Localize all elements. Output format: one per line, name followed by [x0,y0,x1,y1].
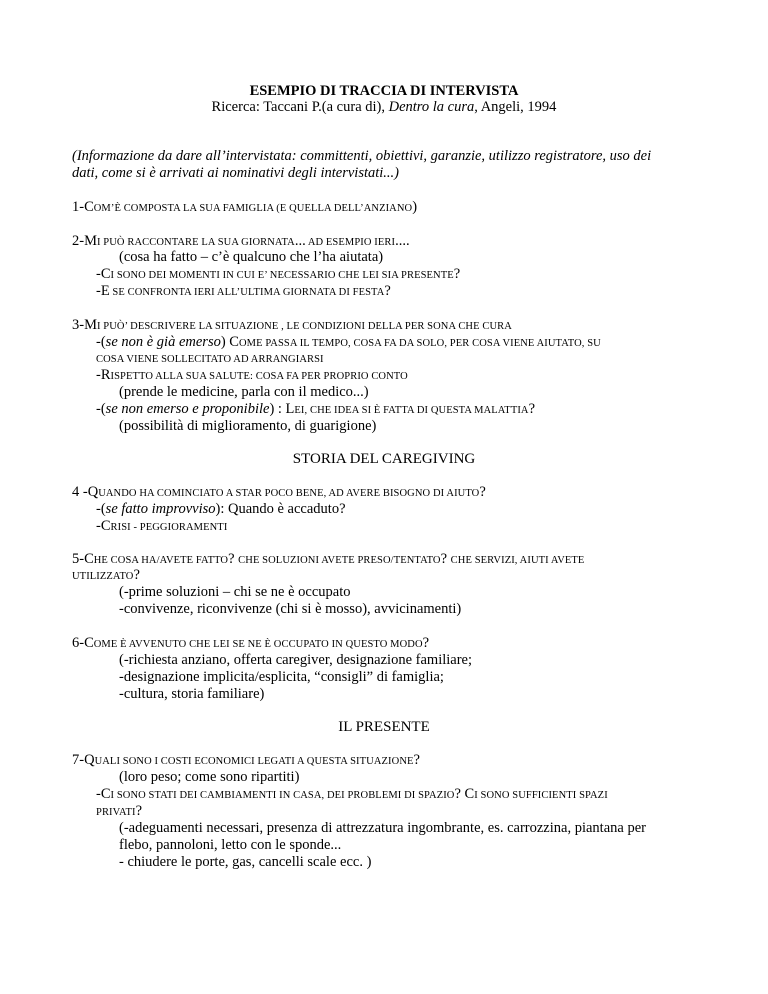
q3-sub-1 [96,334,601,352]
question-1 [72,199,417,217]
q3-sub2-cap: -R [96,367,111,383]
q5-text-b: CHE SOLUZIONI AVETE PRESO/TENTATO [238,555,441,566]
q2-end: .... [395,233,410,249]
q7-note-4: - chiudere le porte, gas, cancelli scale ecc. ) [119,854,372,870]
q2-sub-2 [96,283,391,301]
q6-end: ? [422,635,430,651]
subtitle-book-title: Dentro la cura [388,99,475,115]
q2-text-a: I PUÒ RACCONTARE LA SUA GIORNATA [96,237,295,248]
q3-sub3-italic: se non emerso e proponibile [105,401,270,417]
q6-note-2: -designazione implicita/esplicita, “consigli” di famiglia; [119,669,444,685]
q2-sub2-end: ? [384,283,391,299]
q3-sub-2 [96,367,408,385]
q5-mark-2: ? [440,551,451,567]
q4-text: UANDO HA COMINCIATO A STAR POCO BENE, AD AVERE BISOGNO DI AIUTO [98,488,480,499]
q6-text: OME È AVVENUTO CHE LEI SE NE È OCCUPATO IN QUESTO MODO [93,639,423,650]
intro-line-1: (Informazione da dare all’intervistata: committenti, obiettivi, garanzie, utilizzo registratore, uso dei [72,148,652,164]
q2-dots: ... [294,233,306,249]
q5-text-c: CHE SERVIZI, AIUTI AVETE [450,555,585,566]
q7-note-2: (-adeguamenti necessari, presenza di attrezzatura ingombrante, es. carrozzina, piantana per [119,820,646,836]
q3-sub1-text: OME PASSA IL TEMPO, COSA FA DA SOLO, PER COSA VIENE AIUTATO, SU [238,338,601,349]
q7-note-1: (loro peso; come sono ripartiti) [119,769,300,785]
q4-sub1-pre: -( [96,501,106,517]
q3-sub1-pre: -( [96,334,106,350]
intro-line-2: dati, come si è arrivati ai nominativi degli intervistati...) [72,165,400,181]
question-5 [72,551,584,569]
q1-end: ) [412,199,418,215]
q2-cap: 2-M [72,233,97,249]
q4-sub-1 [96,501,346,518]
q4-sub-2 [96,518,227,536]
q3-sub1-post: ) C [220,334,239,350]
q3-cap: 3-M [72,317,97,333]
q3-note-1: (prende le medicine, parla con il medico...) [119,384,369,400]
q5-text-d: UTILIZZATO [72,571,134,582]
q1-cap: 1-C [72,199,94,215]
question-6 [72,635,429,653]
q1-text: OM’È COMPOSTA LA SUA FAMIGLIA (E QUELLA DELL’ANZIANO [93,203,413,214]
section-heading-presente: IL PRESENTE [338,719,430,735]
q3-sub3-end: ? [528,401,536,417]
q2-sub1-cap: -C [96,266,111,282]
q2-sub-1 [96,266,460,284]
q5-end: ? [133,567,140,583]
q7-text: UALI SONO I COSTI ECONOMICI LEGATI A QUESTA SITUAZIONE [94,756,414,767]
q7-sub1b-end: ? [135,803,143,819]
q3-text: I PUÒ’ DESCRIVERE LA SITUAZIONE , LE CONDIZIONI DELLA PER SONA CHE CURA [96,321,512,332]
q3-sub-3 [96,401,535,419]
q6-note-3: -cultura, storia familiare) [119,686,265,702]
q5-text-a: HE COSA HA/AVETE FATTO [93,555,229,566]
q7-end: ? [413,752,420,768]
document-subtitle [0,99,768,116]
q3-sub3-post: ) : L [269,401,295,417]
q6-note-1: (-richiesta anziano, offerta caregiver, designazione familiare; [119,652,473,668]
q2-text-b: AD ESEMPIO IERI [305,237,396,248]
q4-sub2-text: RISI - PEGGIORAMENTI [110,522,228,533]
q6-cap: 6-C [72,635,94,651]
question-4 [72,484,486,502]
q2-sub1-end: ? [453,266,461,282]
q4-end: ? [479,484,486,500]
q2-sub2-cap: -E [96,283,110,299]
q3-sub-1-continued: COSA VIENE SOLLECITATO AD ARRANGIARSI [96,354,324,365]
question-5-continued [72,567,140,585]
q4-sub2-cap: -C [96,518,111,534]
subtitle-suffix: , Angeli, 1994 [474,99,557,115]
q5-mark-1: ? [228,551,239,567]
q7-cap: 7-Q [72,752,95,768]
section-heading-storia: STORIA DEL CAREGIVING [292,451,476,467]
q7-sub1b-text: PRIVATI [96,807,136,818]
q5-note-1: (-prime soluzioni – chi se ne è occupato [119,584,351,600]
q7-sub-1-continued [96,803,142,821]
q3-note-2: (possibilità di miglioramento, di guarigione) [119,418,377,434]
q2-note: (cosa ha fatto – c’è qualcuno che l’ha aiutata) [119,249,384,265]
q7-sub-1 [96,786,608,804]
q4-sub1-post: ): Quando è accaduto? [215,501,346,517]
q7-note-3: flebo, pannoloni, letto con le sponde... [119,837,342,853]
question-7 [72,752,420,770]
q2-sub1-text: I SONO DEI MOMENTI IN CUI E’ NECESSARIO CHE LEI SIA PRESENTE [110,270,454,281]
q5-cap: 5-C [72,551,94,567]
q3-sub1-italic: se non è già emerso [105,334,221,350]
q3-sub3-text: EI, CHE IDEA SI È FATTA DI QUESTA MALATTIA [294,405,529,416]
q3-sub3-pre: -( [96,401,106,417]
q4-cap: 4 -Q [72,484,99,500]
q3-sub2-text: ISPETTO ALLA SUA SALUTE: COSA FA PER PROPRIO CONTO [110,371,408,382]
q5-note-2: -convivenze, riconvivenze (chi si è mosso), avvicinamenti) [119,601,462,617]
subtitle-prefix: Ricerca: Taccani P.(a cura di), [211,99,389,115]
q7-sub1-text-b: I SONO SUFFICIENTI SPAZI [474,790,608,801]
q7-sub1-cap: -C [96,786,111,802]
q7-sub1-mark: ? C [454,786,475,802]
q2-sub2-text: SE CONFRONTA IERI ALL’ULTIMA GIORNATA DI FESTA [109,287,385,298]
document-title: ESEMPIO DI TRACCIA DI INTERVISTA [249,83,519,99]
q7-sub1-text-a: I SONO STATI DEI CAMBIAMENTI IN CASA, DEI PROBLEMI DI SPAZIO [110,790,455,801]
q4-sub1-italic: se fatto improvviso [105,501,216,517]
question-3 [72,317,512,335]
